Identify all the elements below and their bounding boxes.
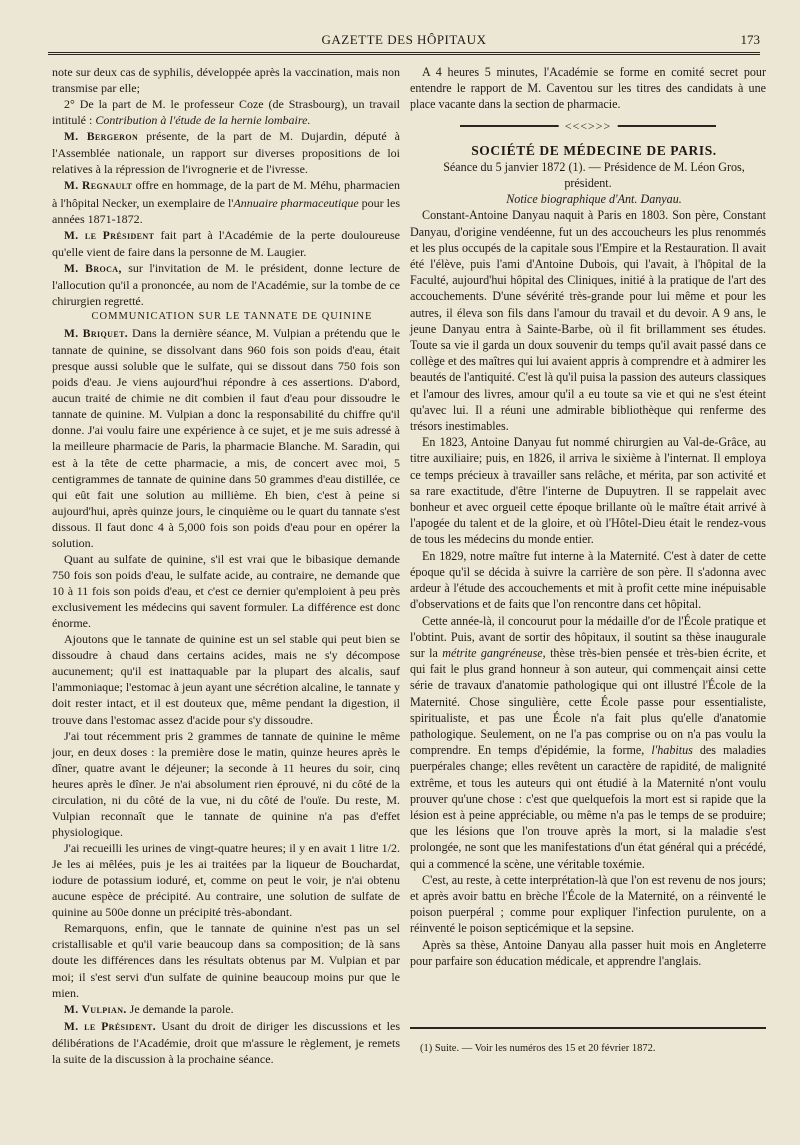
- paragraph: Constant-Antoine Danyau naquit à Paris en 1803. Son père, Constant Danyau, d'origine vendéenne, fut un des accoucheurs les plus renommés et les plus occupés de la capitale sous l'Empire et la Restauration. Il avait été l'élève, puis l'ami d'Antoine Dubois, qui l'avait, à l'hôpital de la Faculté, aujourd'hui hôpital des Cliniques, initié à la pratique de l'art des accouchements. D'une sévérité très-grande pour lui même et pour les autres, il éleva son fils dans l'amour du travail et du devoir. A 9 ans, le jeune Danyau entra à Sainte-Barbe, où il fit brillamment ses études. Toute sa vie il garda un doux souvenir du temps qu'il avait passé dans ce collège et des maîtres qui lui avaient appris à comprendre et à admirer les beautés de l'antiquité. C'est là qu'il puisa la passion des auteurs classiques et l'amour des livres, amour qu'il a eu toute sa vie et qui ne s'est éteint qu'avec lui. Il a réuni une admirable bibliothèque qui renferme des trésors inestimables.: [410, 208, 766, 434]
- paragraph: 2° De la part de M. le professeur Coze (de Strasbourg), un travail intitulé : Contribution à l'étude de la hernie lombaire.: [52, 97, 400, 128]
- session-line: Séance du 5 janvier 1872 (1). — Présidence de M. Léon Gros, président.: [443, 159, 745, 191]
- paragraph: En 1823, Antoine Danyau fut nommé chirurgien au Val-de-Grâce, au titre auxiliaire; puis, en 1826, il arriva le sixième à l'internat. Il employa ce temps précieux à travailler sans relâche, et mérita, par son activité et sa rare exactitude, d'être l'interne de Dupuytren. Il se rappelait avec bonheur et avec orgueil cette époque brillante où le maître était arrivé à l'apogée du talent et de la gloire, et où l'Hôtel-Dieu était le rendez-vous de tous les médecins du monde entier.: [410, 435, 766, 547]
- paragraph: Remarquons, enfin, que le tannate de quinine n'est pas un sel cristallisable et qu'il varie beaucoup dans sa composition; de là sans doute les différences dans les résultats obtenus par M. Vulpian et par moi; il s'est servi d'un sulfate de quinine beaucoup moins pur que le mien.: [52, 921, 400, 1000]
- ornament-icon: <<<>>>: [559, 118, 618, 134]
- paragraph: Ajoutons que le tannate de quinine est un sel stable qui peut bien se dissoudre à chaud dans certains acides, mais ne s'y décompose aucunement; qu'il est inattaquable par la plupart des alcalis, sauf l'ammoniaque; l'estomac à jeun ayant une sécrétion alcaline, le tannate y doit rester intact, et il est douteux que, même pendant la digestion, il trouve dans l'estomac assez d'acide pour s'y dissoudre.: [52, 632, 400, 727]
- paragraph: note sur deux cas de syphilis, développée après la vaccination, mais non transmise par elle;: [52, 65, 400, 96]
- journal-title: GAZETTE DES HÔPITAUX: [321, 32, 487, 47]
- section-title: COMMUNICATION SUR LE TANNATE DE QUININE: [91, 310, 373, 322]
- paragraph: M. le Président. Usant du droit de diriger les discussions et les délibérations de l'Académie, droit que m'assure le règlement, je remets la suite de la discussion à la prochaine séance.: [52, 1018, 401, 1066]
- paragraph: Cette année-là, il concourut pour la médaille d'or de l'École pratique et l'obtint. Puis, avant de sortir des hôpitaux, il soutint sa thèse inaugurale sur la métrite gangréneuse, thèse très-bien pensée et très-bien écrite, et qui fait le plus grand honneur à son auteur, qui commençait ainsi cette série de travaux d'anatomie pathologique qui ont illustré l'École de la Maternité. Chose singulière, cette École passe pour essentialiste, spiritualiste, et pas une École n'a fait plus qu'elle d'anatomie pathologique. Seulement, on ne l'a pas comprise ou on n'a pas voulu la comprendre. En temps d'épidémie, la forme, l'habitus des maladies puerpérales change; elles revêtent un caractère de rapidité, de malignité extrême, et tous les auteurs qui ont étudié à la Maternité n'ont voulu prouver qu'une chose : c'est que quelquefois la mort est si rapide que la lésion est à peine appréciable, ou même n'a pas le temps de se produire; que les lésions que l'on trouve après la mort, si la maladie s'est prolongée, ne sont que les manifestations d'un état général qui a précédé, qui a commencé la scène, une véritable toxémie.: [410, 613, 766, 871]
- speaker-name: M. Bergeron: [64, 131, 139, 144]
- paragraph: M. le Président fait part à l'Académie de la perte douloureuse qu'elle vient de faire dans la personne de M. Laugier.: [52, 227, 401, 259]
- paragraph: M. Vulpian. Je demande la parole.: [64, 1001, 234, 1016]
- paragraph: J'ai recueilli les urines de vingt-quatre heures; il y en avait 1 litre 1/2. Je les ai mêlées, puis je les ai traitées par la liqueur de Bouchardat, iodure de potassium ioduré, et, comme on peut le voir, je n'ai obtenu aucune espèce de précipité. Au contraire, une solution de sulfate de quinine au 500e donne un précipité très-abondant.: [52, 841, 400, 920]
- paragraph: A 4 heures 5 minutes, l'Académie se forme en comité secret pour entendre le rapport de M. Caventou sur les titres des candidats à une place vacante dans la section de pharmacie.: [410, 65, 766, 112]
- speaker-name: M. le Président: [64, 229, 155, 242]
- right-column: [410, 64, 766, 969]
- section-divider: [410, 117, 766, 135]
- paragraph: M. Briquet. Dans la dernière séance, M. Vulpian a prétendu que le tannate de quinine, se dissolvant dans 960 fois son poids d'eau, était presque aussi soluble que le sulfate, qui se dissout dans 750 fois son poids d'eau. Je viens aujourd'hui répondre à ces assertions. D'abord, aucun traité de chimie ne dit combien il faut d'eau pour dissoudre le tannate de quinine. M. Vulpian a donc la responsabilité du chiffre qu'il donne. J'ai voulu faire une expérience à ce sujet, et je me suis adressé à la meilleure pharmacie de Paris, la pharmacie Blanche. M. Saradin, qui est à la tête de cette pharmacie, a mis, de concert avec moi, 5 centigrammes de tannate de quinine dans 50 grammes d'eau distillée, ce qui eût fait une solution au millième. Eh bien, c'est à peine si aujourd'hui, après quinze jours, le cinquième ou le quart du tannate s'est dissous. Il faut donc 4 à 5,000 fois son poids d'eau pour en opérer la solution.: [52, 326, 400, 550]
- page-number: 173: [740, 32, 760, 47]
- footnote: (1) Suite. — Voir les numéros des 15 et 20 février 1872.: [420, 1043, 656, 1054]
- speaker-name: M. Vulpian.: [64, 1003, 127, 1016]
- society-title: SOCIÉTÉ DE MÉDECINE DE PARIS.: [471, 142, 717, 158]
- speaker-name: M. Briquet.: [64, 328, 129, 340]
- speaker-name: M. Regnault: [64, 180, 133, 193]
- speaker-name: M. le Président.: [64, 1020, 157, 1033]
- paragraph: M. Broca, sur l'invitation de M. le président, donne lecture de l'allocution qu'il a prononcée, au nom de l'Académie, sur la tombe de ce chirurgien regretté.: [52, 260, 400, 308]
- paragraph: Après sa thèse, Antoine Danyau alla passer huit mois en Angleterre pour parfaire son éducation médicale, et apprendre l'anglais.: [410, 937, 766, 968]
- page-header: [48, 30, 760, 55]
- speaker-name: M. Broca,: [64, 262, 122, 275]
- paragraph: M. Regnault offre en hommage, de la part de M. Méhu, pharmacien à l'hôpital Necker, un exemplaire de l'Annuaire pharmaceutique pour les années 1871-1872.: [52, 178, 401, 226]
- paragraph: Quant au sulfate de quinine, s'il est vrai que le bibasique demande 750 fois son poids d'eau, le sulfate acide, au contraire, ne demande que 10 à 11 fois son poids d'eau, et c'est ce dernier qu'emploient à peu près exclusivement les médecins qui savent formuler. La différence est donc énorme.: [52, 551, 400, 631]
- paragraph: M. Bergeron présente, de la part de M. Dujardin, député à l'Assemblée nationale, un rapport sur diverses propositions de loi relatives à la répression de l'ivrognerie et de l'ivresse.: [52, 129, 400, 177]
- footnote-rule: [410, 1027, 766, 1029]
- notice-title: Notice biographique d'Ant. Danyau.: [506, 192, 682, 207]
- paragraph: En 1829, notre maître fut interne à la Maternité. C'est à dater de cette époque qu'il se décida à suivre la carrière de son père. Il s'adonna avec ardeur à l'étude des accouchements et mit à profit cette mine inépuisable d'observations et de faits que l'on rencontre dans cet hôpital.: [410, 548, 766, 612]
- paragraph: C'est, au reste, à cette interprétation-là que l'on est revenu de nos jours; et après avoir battu en brèche l'École de la Maternité, on a réinventé le poison puerpéral ; comme pour expliquer l'infection purulente, on a réinventé le poison septicémique et la sepsine.: [410, 872, 766, 936]
- paragraph: J'ai tout récemment pris 2 grammes de tannate de quinine le même jour, en deux doses : la première dose le matin, quinze heures après le dîner, quatre avant le déjeuner; la seconde à 11 heures du soir, cinq heures après le dîner. Je n'ai absolument rien éprouvé, ni du côté de la circulation, ni du côté de la vue, ni du côté de l'ouïe. Du reste, M. Vulpian reconnaît que le tannate de quinine n'a pas d'effet physiologique.: [52, 728, 400, 839]
- left-column: [52, 64, 400, 1067]
